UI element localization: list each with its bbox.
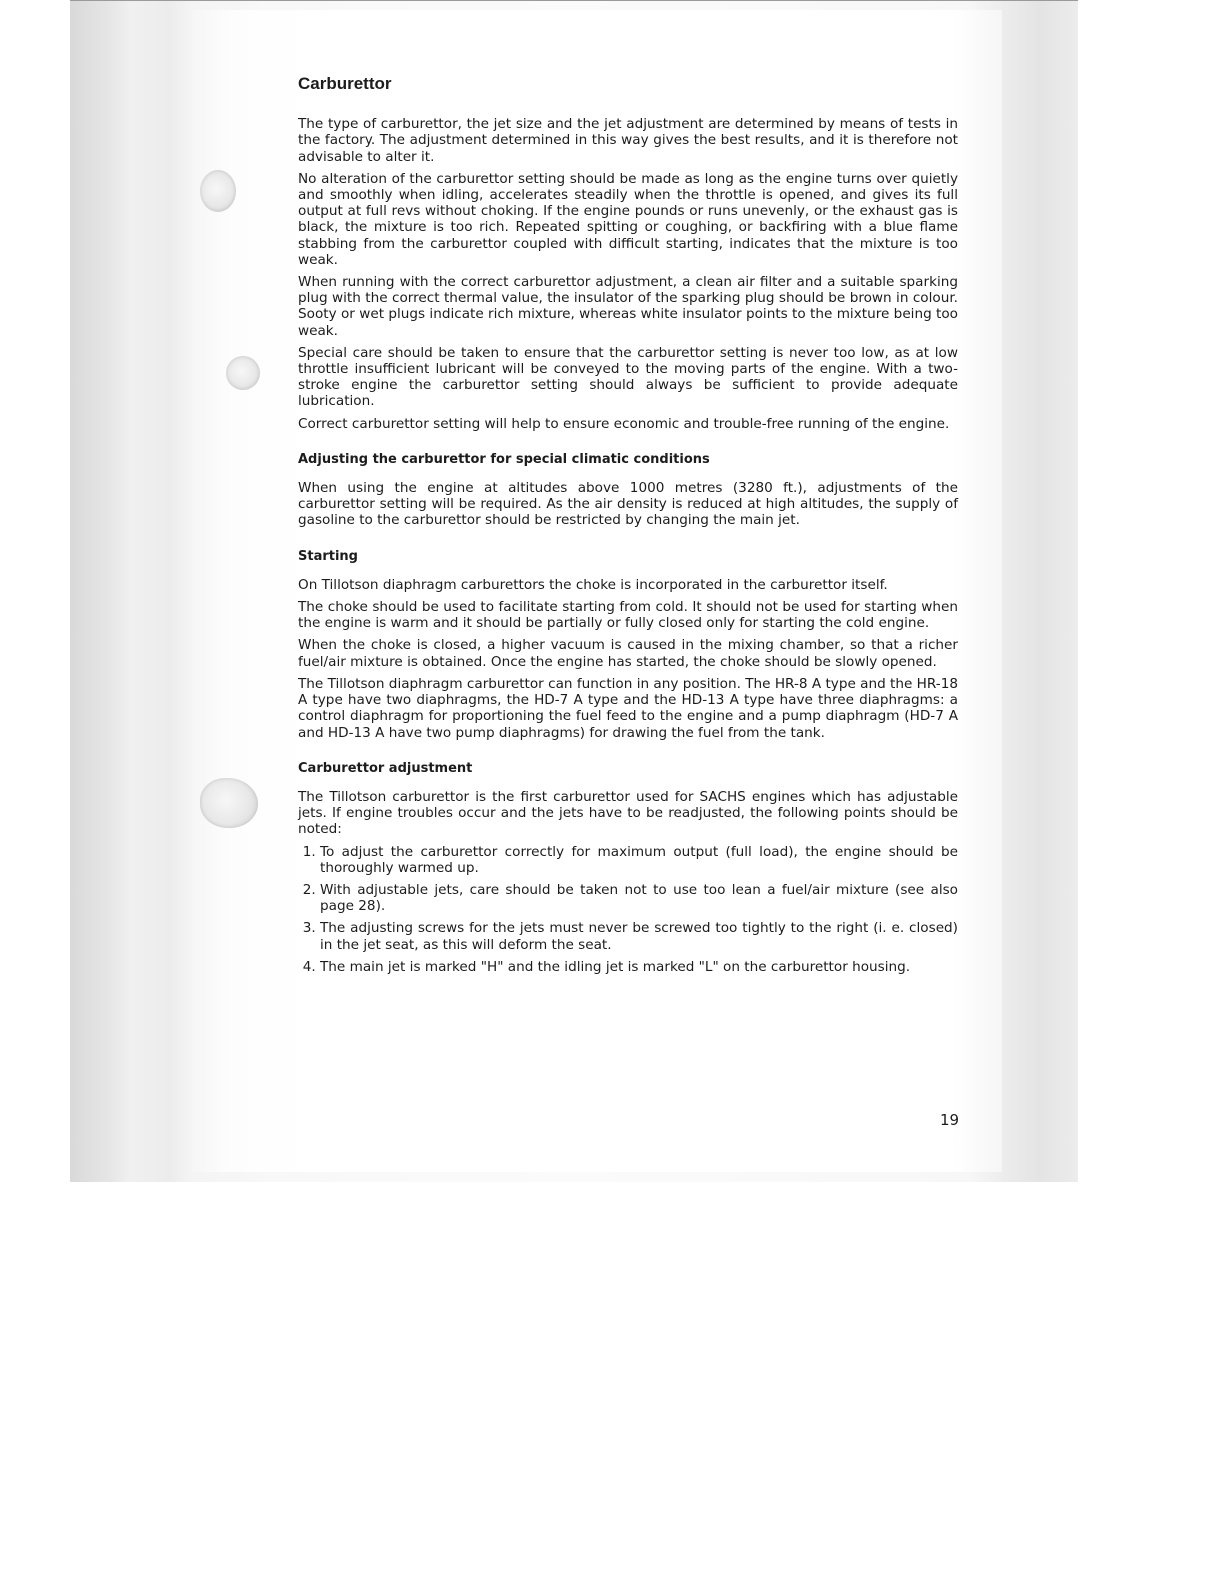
list-item: 1. To adjust the carburettor correctly for maximum output (full load), the engine should be thoroughly warmed up. [320,844,958,876]
adjustment-list [298,844,958,975]
binder-hole-top [200,170,236,212]
adjustment-section [298,761,958,975]
paragraph: The choke should be used to facilitate starting from cold. It should not be used for starting when the engine is warm and it should be partially or fully closed only for starting the cold engine. [298,599,958,632]
binder-hole-bottom [200,778,258,828]
page-content [298,70,958,981]
list-item: 3. The adjusting screws for the jets must never be screwed too tightly to the right (i. e. closed) in the jet seat, as this will deform the seat. [320,920,958,952]
starting-section [298,549,958,741]
list-item: 4. The main jet is marked "H" and the idling jet is marked "L" on the carburettor housing. [320,959,958,975]
intro-section [298,116,958,432]
list-item: 2. With adjustable jets, care should be taken not to use too lean a fuel/air mixture (see also page 28). [320,882,958,914]
page-title: Carburettor [298,74,392,93]
scan-top-edge [70,0,1078,1]
paragraph: On Tillotson diaphragm carburettors the choke is incorporated in the carburettor itself. [298,576,888,593]
paragraph: The type of carburettor, the jet size and the jet adjustment are determined by means of tests in the factory. The adjustment determined in this way gives the best results, and it is therefore not advisable to alter it. [298,116,958,165]
paragraph: When the choke is closed, a higher vacuum is caused in the mixing chamber, so that a richer fuel/air mixture is obtained. Once the engine has started, the choke should be slowly opened. [298,637,958,670]
page-number: 19 [940,1111,960,1129]
paragraph: Correct carburettor setting will help to ensure economic and trouble-free running of the engine. [298,415,950,432]
paragraph: The Tillotson carburettor is the first carburettor used for SACHS engines which has adjustable jets. If engine troubles occur and the jets have to be readjusted, the following points should be noted: [298,788,958,838]
binder-hole-middle [226,356,260,390]
paragraph: When using the engine at altitudes above 1000 metres (3280 ft.), adjustments of the carburettor setting will be required. As the air density is reduced at high altitudes, the supply of gasoline to the carburettor should be restricted by changing the main jet. [298,480,958,529]
section-heading: Adjusting the carburettor for special climatic conditions [298,451,710,467]
paragraph: When running with the correct carburettor adjustment, a clean air filter and a suitable sparking plug with the correct thermal value, the insulator of the sparking plug should be brown in colour. Sooty or wet plugs indicate rich mixture, whereas white insulator points to the mixture being too weak. [298,274,958,339]
paragraph: Special care should be taken to ensure that the carburettor setting is never too low, as at low throttle insufficient lubricant will be conveyed to the moving parts of the engine. With a two-stroke engine the carburettor setting should always be sufficient to provide adequate lubrication. [298,344,958,410]
paragraph: No alteration of the carburettor setting should be made as long as the engine turns over quietly and smoothly when idling, accelerates steadily when the throttle is opened, and gives its full output at full revs without choking. If the engine pounds or runs unevenly, or the exhaust gas is black, the mixture is too rich. Repeated spitting or coughing, or backfiring with a blue flame stabbing from the carburettor coupled with difficult starting, indicates that the mixture is too weak. [298,170,958,268]
section-heading: Starting [298,548,358,564]
section-heading: Carburettor adjustment [298,760,473,776]
climatic-section [298,452,958,529]
paragraph: The Tillotson diaphragm carburettor can function in any position. The HR-8 A type and the HR-18 A type have two diaphragms, the HD-7 A type and the HD-13 A type have three diaphragms: a control diaphragm for proportioning the fuel feed to the engine and a pump diaphragm (HD-7 A and HD-13 A have two pump diaphragms) for drawing the fuel from the tank. [298,675,958,741]
